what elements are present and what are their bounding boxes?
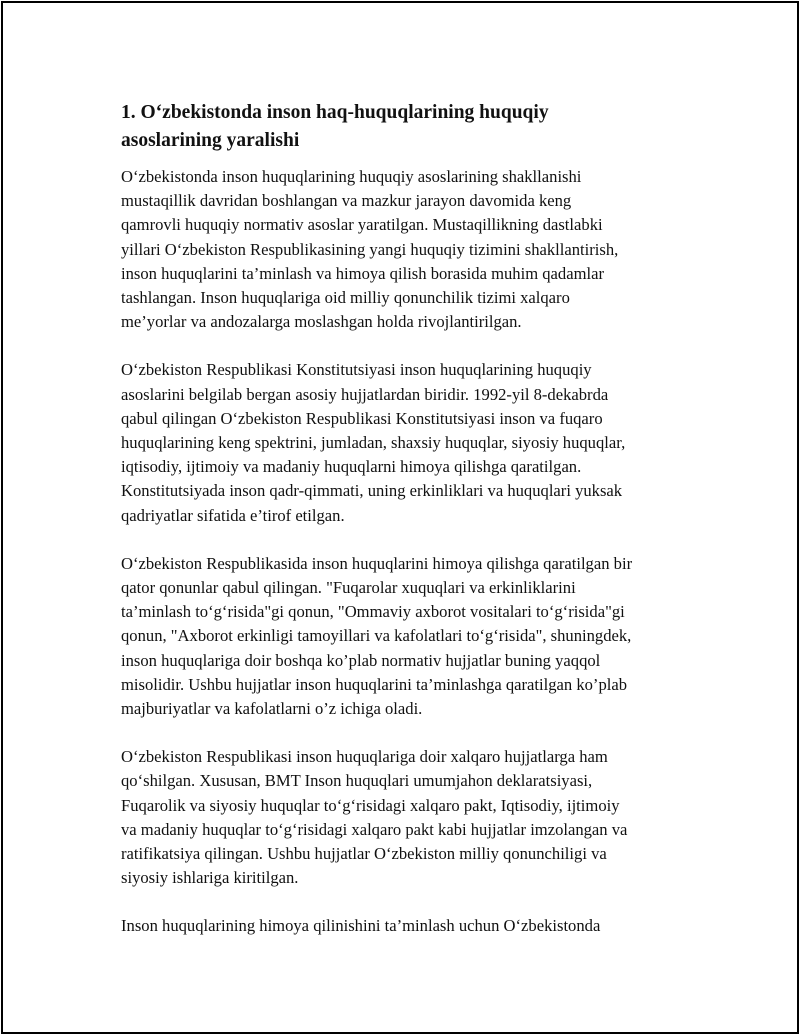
text-line: ta’minlash to‘g‘risida"gi qonun, "Ommaviy axborot vositalari to‘g‘risida"gi (121, 602, 625, 622)
text-line: mustaqillik davridan boshlangan va mazkur jarayon davomida keng (121, 191, 572, 211)
text-line: qabul qilingan O‘zbekiston Respublikasi Konstitutsiyasi inson va fuqaro (121, 408, 603, 428)
text-line: majburiyatlar va kafolatlarni o’z ichiga oladi. (121, 699, 423, 719)
heading-line: asoslarining yaralishi (121, 130, 300, 151)
text-line: siyosiy ishlariga kiritilgan. (121, 868, 299, 888)
text-line: qo‘shilgan. Xususan, BMT Inson huquqlari umumjahon deklaratsiyasi, (121, 771, 593, 791)
document-body (121, 99, 701, 963)
text-line: misolidir. Ushbu hujjatlar inson huquqlarini ta’minlashga qaratilgan ko’plab (121, 674, 628, 694)
text-line: tashlangan. Inson huquqlariga oid milliy qonunchilik tizimi xalqaro (121, 288, 570, 308)
paragraph-5 (121, 914, 701, 938)
heading-line: 1. O‘zbekistonda inson haq-huquqlarining huquqiy (121, 102, 549, 123)
text-line: qonun, "Axborot erkinligi tamoyillari va kafolatlari to‘g‘risida", shuningdek, (121, 626, 632, 646)
text-line: qamrovli huquqiy normativ asoslar yaratilgan. Mustaqillikning dastlabki (121, 215, 603, 235)
text-line: O‘zbekiston Respublikasi inson huquqlariga doir xalqaro hujjatlarga ham (121, 747, 608, 767)
text-line: O‘zbekiston Respublikasi Konstitutsiyasi inson huquqlarining huquqiy (121, 360, 592, 380)
text-line: inson huquqlariga doir boshqa ko’plab normativ hujjatlar buning yaqqol (121, 650, 601, 670)
text-line: Konstitutsiyada inson qadr-qimmati, uning erkinliklari va huquqlari yuksak (121, 481, 623, 501)
paragraph-4 (121, 745, 701, 890)
text-line: inson huquqlarini ta’minlash va himoya qilish borasida muhim qadamlar (121, 263, 604, 283)
text-line: qator qonunlar qabul qilingan. "Fuqarolar xuquqlari va erkinliklarini (121, 578, 576, 598)
text-line: O‘zbekistonda inson huquqlarining huquqiy asoslarining shakllanishi (121, 167, 582, 186)
text-line: iqtisodiy, ijtimoiy va madaniy huquqlarni himoya qilishga qaratilgan. (121, 457, 582, 477)
paragraph-2 (121, 358, 701, 527)
text-line: Fuqarolik va siyosiy huquqlar to‘g‘risidagi xalqaro pakt, Iqtisodiy, ijtimoiy (121, 795, 620, 815)
text-line: qadriyatlar sifatida e’tirof etilgan. (121, 505, 345, 525)
text-line: va madaniy huquqlar to‘g‘risidagi xalqaro pakt kabi hujjatlar imzolangan va (121, 819, 628, 839)
text-line: Inson huquqlarining himoya qilinishini ta’minlash uchun O‘zbekistonda (121, 916, 601, 936)
section-heading (121, 99, 701, 155)
page (1, 1, 799, 1034)
text-line: asoslarini belgilab bergan asosiy hujjatlardan biridir. 1992-yil 8-dekabrda (121, 384, 609, 404)
text-line: ratifikatsiya qilingan. Ushbu hujjatlar O‘zbekiston milliy qonunchiligi va (121, 844, 607, 864)
text-line: huquqlarining keng spektrini, jumladan, shaxsiy huquqlar, siyosiy huquqlar, (121, 433, 626, 453)
paragraph-1 (121, 165, 701, 334)
text-line: me’yorlar va andozalarga moslashgan holda rivojlantirilgan. (121, 312, 522, 332)
text-line: O‘zbekiston Respublikasida inson huquqlarini himoya qilishga qaratilgan bir (121, 553, 633, 573)
paragraph-3 (121, 552, 701, 721)
text-line: yillari O‘zbekiston Respublikasining yangi huquqiy tizimini shakllantirish, (121, 239, 619, 259)
